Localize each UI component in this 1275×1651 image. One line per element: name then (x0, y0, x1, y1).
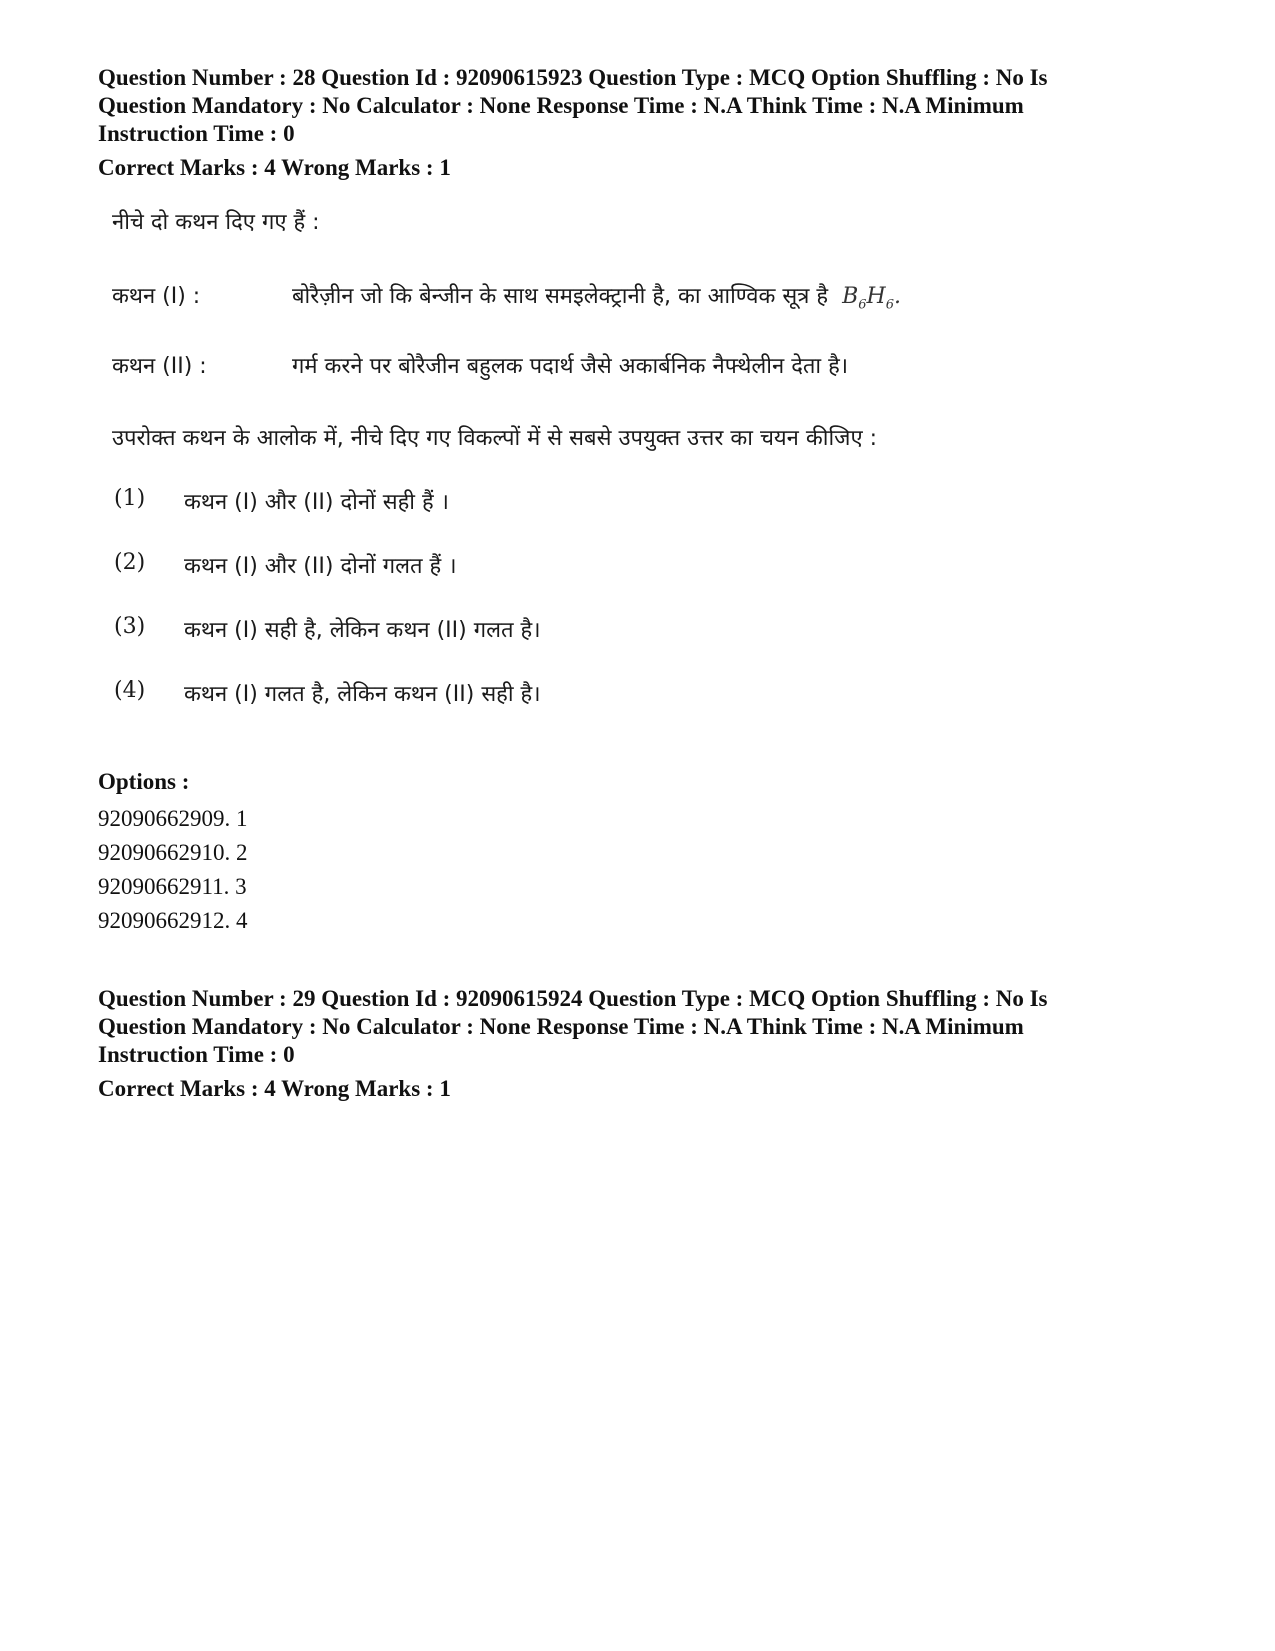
question-28-header-line-3: Instruction Time : 0 (98, 121, 295, 146)
choice-1 (112, 486, 992, 516)
formula-period: . (894, 284, 901, 309)
choice-4-text: कथन (I) गलत है, लेकिन कथन (II) सही है। (184, 682, 541, 707)
choice-1-number: (1) (114, 486, 146, 511)
question-29-header (98, 985, 1198, 1069)
formula-b6h6 (835, 284, 901, 313)
question-29-marks: Correct Marks : 4 Wrong Marks : 1 (98, 1076, 451, 1101)
choice-3-text: कथन (I) सही है, लेकिन कथन (II) गलत है। (184, 618, 541, 643)
options-list (98, 802, 248, 938)
formula-h-subscript: 6 (885, 297, 894, 313)
question-29-header-line-3: Instruction Time : 0 (98, 1042, 295, 1067)
choice-2-number: (2) (114, 550, 146, 575)
statement-1 (112, 280, 992, 313)
option-item: 92090662911. 3 (98, 874, 247, 899)
question-28-header-line-2: Question Mandatory : No Calculator : None Response Time : N.A Think Time : N.A Minimum (98, 93, 1024, 118)
statement-1-body: बोरैज़ीन जो कि बेन्जीन के साथ समइलेक्ट्रानी है, का आण्विक सूत्र है (292, 284, 829, 309)
question-instruction: उपरोक्त कथन के आलोक में, नीचे दिए गए विकल्पों में से सबसे उपयुक्त उत्तर का चयन कीजिए : (112, 426, 878, 451)
question-28-header-line-1: Question Number : 28 Question Id : 92090615923 Question Type : MCQ Option Shuffling : No Is (98, 65, 1048, 90)
option-item: 92090662910. 2 (98, 840, 248, 865)
statement-1-label: कथन (I) : (112, 284, 201, 309)
formula-b-subscript: 6 (858, 297, 867, 313)
question-intro: नीचे दो कथन दिए गए हैं : (112, 210, 320, 235)
statement-2-label: कथन (II) : (112, 354, 207, 379)
option-item: 92090662909. 1 (98, 806, 248, 831)
choice-4 (112, 678, 992, 708)
statement-2 (112, 350, 992, 380)
formula-b: B (842, 284, 859, 309)
statement-2-text: गर्म करने पर बोरैजीन बहुलक पदार्थ जैसे अकार्बनिक नैफ्थेलीन देता है। (292, 354, 849, 379)
choice-2-text: कथन (I) और (II) दोनों गलत हैं । (184, 554, 457, 579)
formula-h: H (866, 284, 886, 309)
question-28-body (112, 200, 992, 740)
question-29-header-line-2: Question Mandatory : No Calculator : None Response Time : N.A Think Time : N.A Minimum (98, 1014, 1024, 1039)
choice-4-number: (4) (114, 678, 146, 703)
question-29-header-line-1: Question Number : 29 Question Id : 92090615924 Question Type : MCQ Option Shuffling : No Is (98, 986, 1048, 1011)
choice-3-number: (3) (114, 614, 146, 639)
choice-1-text: कथन (I) और (II) दोनों सही हैं । (184, 490, 449, 515)
question-28-header (98, 64, 1198, 148)
choice-2 (112, 550, 992, 580)
statement-1-text (292, 280, 901, 312)
options-title: Options : (98, 769, 190, 794)
question-28-marks: Correct Marks : 4 Wrong Marks : 1 (98, 155, 451, 180)
choice-3 (112, 614, 992, 644)
option-item: 92090662912. 4 (98, 908, 248, 933)
